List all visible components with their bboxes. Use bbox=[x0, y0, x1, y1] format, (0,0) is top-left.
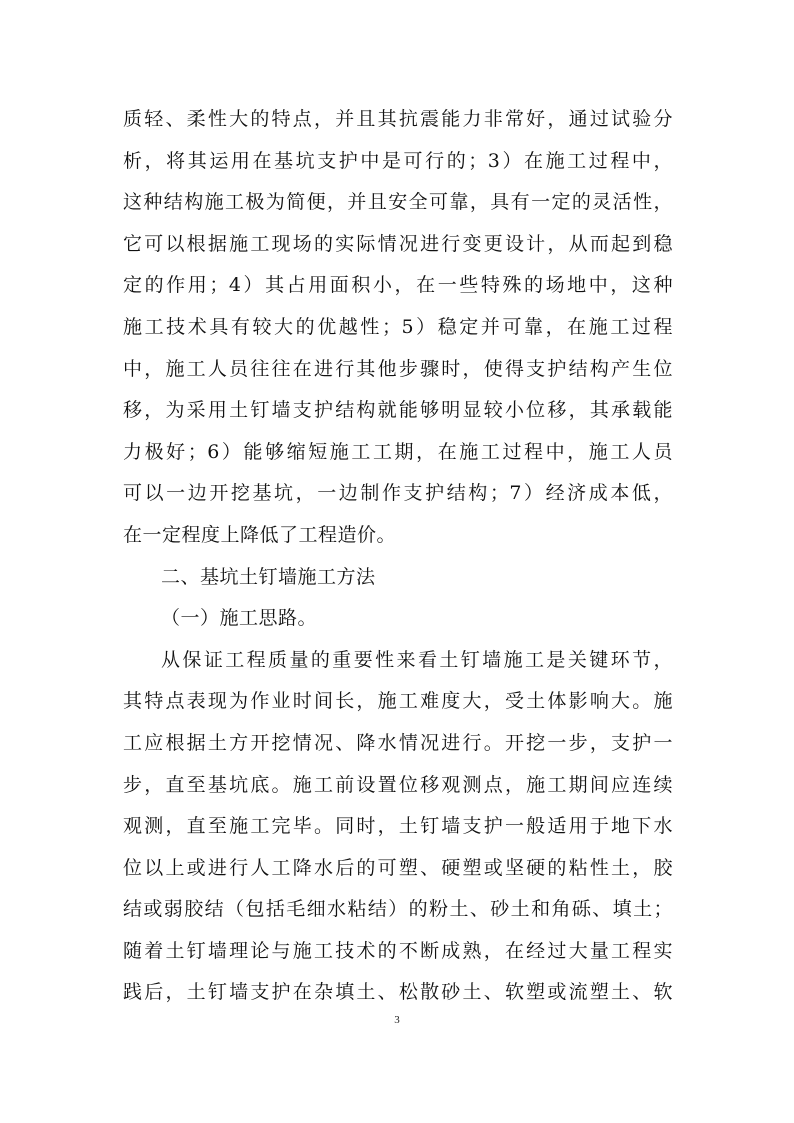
text-line: 观测，直至施工完毕。同时，土钉墙支护一般适用于地下水 bbox=[123, 815, 673, 838]
page-number: 3 bbox=[394, 1014, 400, 1026]
text-line: 移，为采用土钉墙支护结构就能够明显较小位移，其承载能 bbox=[123, 399, 673, 422]
subsection-heading: （一）施工思路。 bbox=[161, 607, 318, 630]
text-line: 这种结构施工极为简便，并且安全可靠，具有一定的灵活性， bbox=[123, 191, 673, 214]
text-line: 施工技术具有较大的优越性；5）稳定并可靠，在施工过程 bbox=[123, 315, 673, 338]
text-line: 质轻、柔性大的特点，并且其抗震能力非常好，通过试验分 bbox=[123, 108, 673, 130]
paragraph-2 bbox=[123, 640, 673, 1014]
body-text bbox=[123, 99, 673, 1014]
text-line: 从保证工程质量的重要性来看土钉墙施工是关键环节， bbox=[161, 648, 673, 671]
section-heading: 二、基坑土钉墙施工方法 bbox=[161, 565, 376, 588]
text-line: 结或弱胶结（包括毛细水粘结）的粉土、砂土和角砾、填土； bbox=[123, 898, 673, 921]
text-line: 位以上或进行人工降水后的可塑、硬塑或坚硬的粘性土，胶 bbox=[123, 856, 673, 879]
text-line: 可以一边开挖基坑，一边制作支护结构；7）经济成本低， bbox=[123, 482, 673, 505]
text-line: 力极好；6）能够缩短施工工期，在施工过程中，施工人员 bbox=[123, 440, 673, 463]
text-line: 其特点表现为作业时间长，施工难度大，受土体影响大。施 bbox=[123, 690, 673, 713]
text-line: 随着土钉墙理论与施工技术的不断成熟，在经过大量工程实 bbox=[123, 939, 673, 962]
text-line: 析，将其运用在基坑支护中是可行的；3）在施工过程中， bbox=[123, 149, 673, 172]
text-line: 工应根据土方开挖情况、降水情况进行。开挖一步，支护一 bbox=[123, 731, 673, 754]
text-line: 在一定程度上降低了工程造价。 bbox=[123, 523, 397, 546]
paragraph-1 bbox=[123, 99, 673, 557]
text-line: 步，直至基坑底。施工前设置位移观测点，施工期间应连续 bbox=[123, 773, 673, 796]
text-line: 它可以根据施工现场的实际情况进行变更设计，从而起到稳 bbox=[123, 232, 673, 255]
text-line: 定的作用；4）其占用面积小，在一些特殊的场地中，这种 bbox=[123, 274, 673, 297]
text-line: 中，施工人员往往在进行其他步骤时，使得支护结构产生位 bbox=[123, 357, 673, 380]
text-line: 践后，土钉墙支护在杂填土、松散砂土、软塑或流塑土、软 bbox=[123, 981, 673, 1004]
